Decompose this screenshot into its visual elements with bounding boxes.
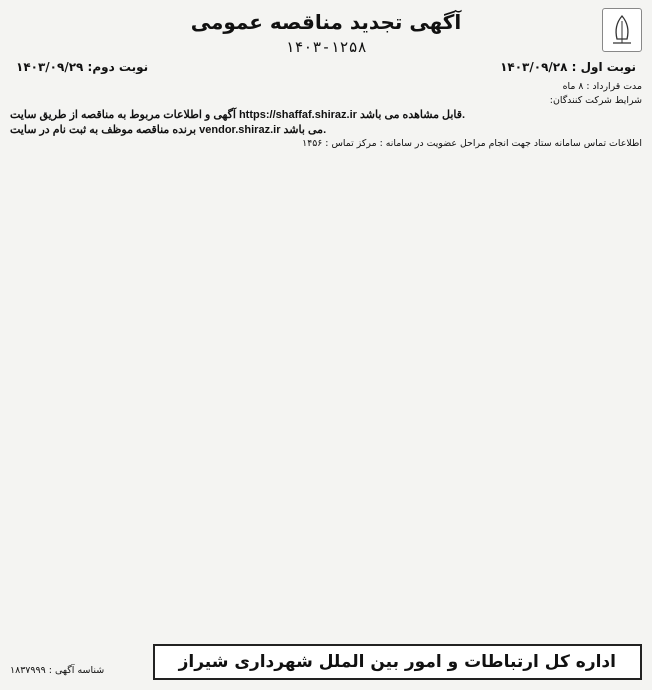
contract-term: مدت قرارداد : ۸ ماه xyxy=(562,81,642,92)
issue-number: شناسه آگهی : ۱۸۳۷۹۹۹ xyxy=(10,665,105,676)
notice-title: آگهی تجدید مناقصه عمومی xyxy=(190,10,462,34)
contact-info: اطلاعات تماس سامانه ستاد جهت انجام مراحل عضویت در سامانه : مرکز تماس : ۱۴۵۶ xyxy=(302,137,642,149)
notice-body xyxy=(10,80,642,151)
tender-number: ۱۴۰۳-۱۲۵۸ xyxy=(285,38,367,56)
first-round-date: نوبت اول : ۱۴۰۳/۰۹/۲۸ xyxy=(500,60,636,74)
vendor-line: برنده مناقصه موظف به ثبت نام در سایت vendor.shiraz.ir می باشد. xyxy=(10,123,327,136)
second-round-date: نوبت دوم: ۱۴۰۳/۰۹/۲۹ xyxy=(16,60,149,74)
notice-footer xyxy=(10,644,642,680)
conditions-title: شرایط شرکت کنندگان: xyxy=(549,95,642,107)
department-name: اداره کل ارتباطات و امور بین الملل شهرداری شیراز xyxy=(153,644,642,680)
shiraz-municipality-logo xyxy=(602,8,642,52)
cypress-emblem-icon xyxy=(607,13,637,47)
publication-dates xyxy=(10,60,642,74)
site-line: آگهی و اطلاعات مربوط به مناقصه از طریق سایت https://shaffaf.shiraz.ir قابل مشاهده می باشد. xyxy=(10,109,466,122)
